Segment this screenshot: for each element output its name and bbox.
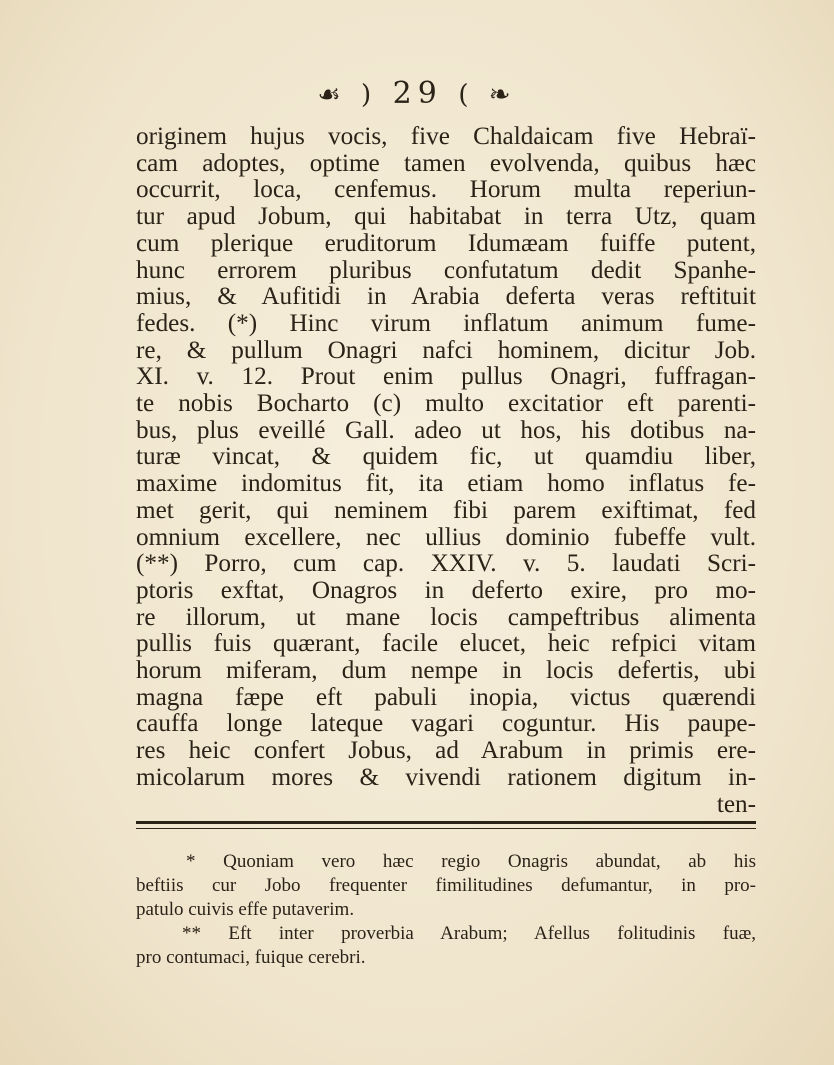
text-line: tur apud Jobum, qui habitabat in terra Utz, quam xyxy=(136,203,756,231)
text-line: horum miferam, dum nempe in locis defertis, ubi xyxy=(136,657,756,685)
text-line: omnium excellere, nec ullius dominio fubeffe vult. xyxy=(136,523,756,551)
text-line: ptoris exftat, Onagros in deferto exire, pro mo- xyxy=(136,576,756,604)
text-line: te nobis Bocharto (c) multo excitatior eft parenti- xyxy=(136,390,756,418)
text-line: cum plerique eruditorum Idumæam fuiffe putent, xyxy=(136,229,756,257)
text-line: cauffa longe lateque vagari coguntur. His paupe- xyxy=(136,710,756,738)
footnote-line: patulo cuivis effe putaverim. xyxy=(136,899,355,920)
text-line: XI. v. 12. Prout enim pullus Onagri, fuffragan- xyxy=(136,363,756,391)
text-line: cam adoptes, optime tamen evolvenda, quibus hæc xyxy=(136,149,756,177)
text-line: originem hujus vocis, five Chaldaicam five Hebraï- xyxy=(136,123,756,150)
catchword: ten- xyxy=(716,790,756,818)
footnote-line: ** Eft inter proverbia Arabum; Afellus folitudinis fuæ, xyxy=(182,923,756,944)
text-line: re, & pullum Onagri nafci hominem, dicitur Job. xyxy=(136,336,756,364)
text-line: hunc errorem pluribus confutatum dedit Spanhe- xyxy=(136,256,756,284)
text-line: fedes. (*) Hinc virum inflatum animum fume- xyxy=(136,309,756,337)
text-line: occurrit, loca, cenfemus. Horum multa reperiun- xyxy=(136,176,756,204)
text-line: met gerit, qui neminem fibi parem exiftimat, fed xyxy=(136,496,756,524)
text-line: re illorum, ut mane locis campeftribus alimenta xyxy=(136,603,756,631)
text-line: pullis fuis quærant, facile elucet, heic refpici vitam xyxy=(136,630,756,658)
page-header xyxy=(0,76,834,111)
page-number: 29 xyxy=(392,76,443,111)
text-line: turæ vincat, & quidem fic, ut quamdiu liber, xyxy=(136,443,756,471)
footnote-line: beftiis cur Jobo frequenter fimilitudines defumantur, in pro- xyxy=(136,875,756,896)
text-line: res heic confert Jobus, ad Arabum in primis ere- xyxy=(136,737,756,765)
text-line: magna fæpe eft pabuli inopia, victus quærendi xyxy=(136,683,756,711)
left-ornament: ☙ ) xyxy=(317,80,378,110)
footnote-line: * Quoniam vero hæc regio Onagris abundat, ab his xyxy=(186,851,756,872)
main-text xyxy=(136,124,756,818)
footnotes xyxy=(136,850,756,970)
right-ornament: ( ❧ xyxy=(458,80,517,110)
footnote-divider xyxy=(136,821,756,829)
text-line: maxime indomitus fit, ita etiam homo inflatus fe- xyxy=(136,470,756,498)
text-line: mius, & Aufitidi in Arabia deferta veras reftituit xyxy=(136,283,756,311)
text-line: bus, plus eveillé Gall. adeo ut hos, his dotibus na- xyxy=(136,416,756,444)
text-line: (**) Porro, cum cap. XXIV. v. 5. laudati Scri- xyxy=(136,550,756,578)
text-line: micolarum mores & vivendi rationem digitum in- xyxy=(136,763,756,791)
footnote-line: pro contumaci, fuique cerebri. xyxy=(136,947,366,968)
